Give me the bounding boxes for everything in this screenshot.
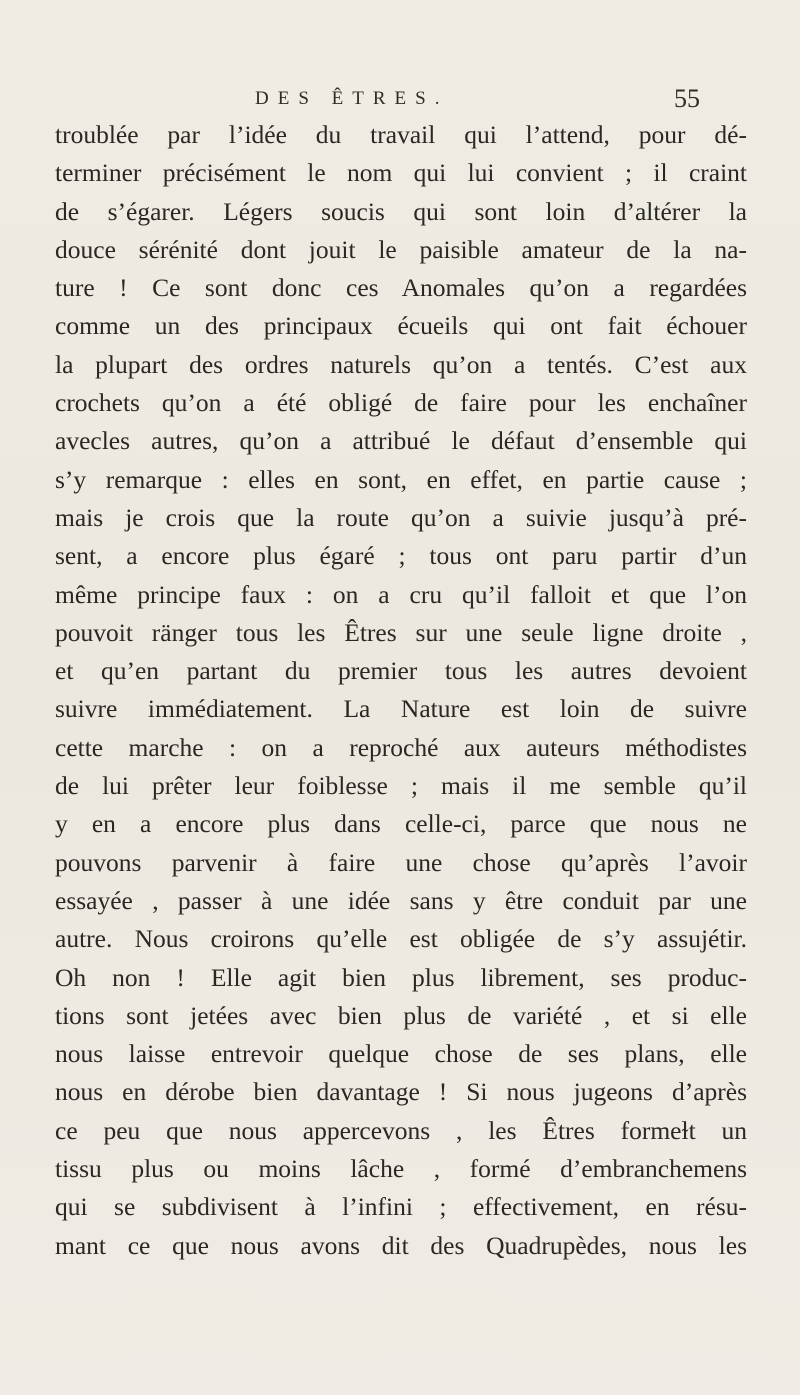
text-line: mais je crois que la route qu’on a suivie jusqu’à pré- [55,502,747,532]
text-line: crochets qu’on a été obligé de faire pour les enchaîner [55,388,747,418]
text-line: terminer précisément le nom qui lui convient ; il craint [55,158,747,188]
text-line: comme un des principaux écueils qui ont fait échouer [55,311,747,341]
running-title: DES ÊTRES. [255,88,449,109]
text-line: nous en dérobe bien davantage ! Si nous jugeons d’après [55,1077,747,1107]
text-line: autre. Nous croirons qu’elle est obligée de s’y assujétir. [55,924,747,954]
text-line: s’y remarque : elles en sont, en effet, en partie cause ; [55,464,747,494]
text-line: douce sérénité dont jouit le paisible amateur de la na- [55,234,747,264]
text-line: de s’égarer. Légers soucis qui sont loin d’altérer la [55,196,747,226]
text-line: nous laisse entrevoir quelque chose de ses plans, elle [55,1039,747,1069]
text-line: mant ce que nous avons dit des Quadrupèdes, nous les [55,1230,747,1260]
text-line: même principe faux : on a cru qu’il falloit et que l’on [55,579,747,609]
text-line: tions sont jetées avec bien plus de variété , et si elle [55,1000,747,1030]
text-line: pouvoit ränger tous les Êtres sur une seule ligne droite , [55,617,747,647]
text-line: sent, a encore plus égaré ; tous ont paru partir d’un [55,541,747,571]
text-line: tissu plus ou moins lâche , formé d’embranchemens [55,1154,747,1184]
text-line: troublée par l’idée du travail qui l’attend, pour dé- [55,120,747,149]
text-line: ture ! Ce sont donc ces Anomales qu’on a regardées [55,273,747,303]
body-text [55,116,747,1265]
text-line: et qu’en partant du premier tous les autres devoient [55,656,747,686]
page-number: 55 [674,84,700,113]
text-line: pouvons parvenir à faire une chose qu’après l’avoir [55,847,747,877]
text-line: qui se subdivisent à l’infini ; effectivement, en résu- [55,1192,747,1222]
text-line: avecles autres, qu’on a attribué le défaut d’ensemble qui [55,426,747,456]
text-line: cette marche : on a reproché aux auteurs méthodistes [55,732,747,762]
text-line: essayée , passer à une idée sans y être conduit par une [55,885,747,915]
text-line: suivre immédiatement. La Nature est loin de suivre [55,694,747,724]
text-line: Oh non ! Elle agit bien plus librement, ses produc- [55,962,747,992]
text-line: ce peu que nous appercevons , les Êtres formeɫt un [55,1115,747,1145]
text-line: de lui prêter leur foiblesse ; mais il me semble qu’il [55,771,747,801]
text-line: y en a encore plus dans celle-ci, parce que nous ne [55,809,747,839]
text-line: la plupart des ordres naturels qu’on a tentés. C’est aux [55,349,747,379]
